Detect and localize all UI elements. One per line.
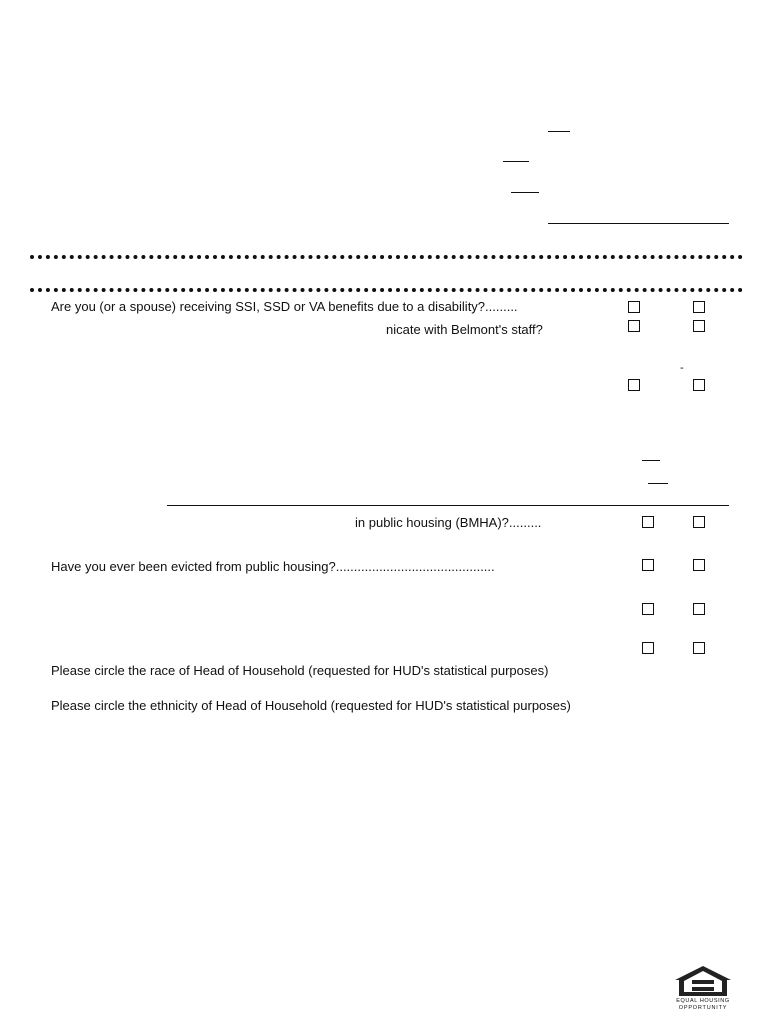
blank-field-line-3[interactable] xyxy=(511,192,539,193)
checkbox-question6-no[interactable] xyxy=(693,603,705,615)
checkbox-evicted-yes[interactable] xyxy=(642,559,654,571)
checkbox-question6-yes[interactable] xyxy=(642,603,654,615)
checkbox-evicted-no[interactable] xyxy=(693,559,705,571)
checkbox-question3-yes[interactable] xyxy=(628,379,640,391)
section-rule xyxy=(167,505,729,506)
logo-text-line1: EQUAL HOUSING xyxy=(676,998,730,1004)
section-divider-top xyxy=(30,255,743,259)
blank-field-line-5[interactable] xyxy=(642,460,660,461)
question-public-housing: in public housing (BMHA)?......... xyxy=(355,515,542,530)
blank-field-line-6[interactable] xyxy=(648,483,668,484)
section-divider-bottom xyxy=(30,288,743,292)
blank-field-line-4[interactable] xyxy=(548,223,729,224)
question-evicted: Have you ever been evicted from public housing?............................................ xyxy=(51,559,495,574)
question-disability-benefits: Are you (or a spouse) receiving SSI, SSD or VA benefits due to a disability?......... xyxy=(51,299,518,314)
blank-field-line-1[interactable] xyxy=(548,131,570,132)
checkbox-public-housing-yes[interactable] xyxy=(642,516,654,528)
question-communicate-staff: nicate with Belmont's staff? xyxy=(386,322,543,337)
checkbox-public-housing-no[interactable] xyxy=(693,516,705,528)
checkbox-disability-yes[interactable] xyxy=(628,301,640,313)
question-ethnicity: Please circle the ethnicity of Head of Household (requested for HUD's statistical purposes) xyxy=(51,698,571,713)
logo-text-line2: OPPORTUNITY xyxy=(678,1005,728,1011)
checkbox-question7-no[interactable] xyxy=(693,642,705,654)
blank-field-line-2[interactable] xyxy=(503,161,529,162)
checkbox-communicate-yes[interactable] xyxy=(628,320,640,332)
question-race: Please circle the race of Head of Household (requested for HUD's statistical purposes) xyxy=(51,663,549,678)
checkbox-disability-no[interactable] xyxy=(693,301,705,313)
equal-housing-logo xyxy=(672,965,734,1013)
checkbox-communicate-no[interactable] xyxy=(693,320,705,332)
checkbox-question3-no[interactable] xyxy=(693,379,705,391)
checkbox-question7-yes[interactable] xyxy=(642,642,654,654)
dash-mark: - xyxy=(680,362,684,374)
equal-housing-icon xyxy=(672,965,734,997)
